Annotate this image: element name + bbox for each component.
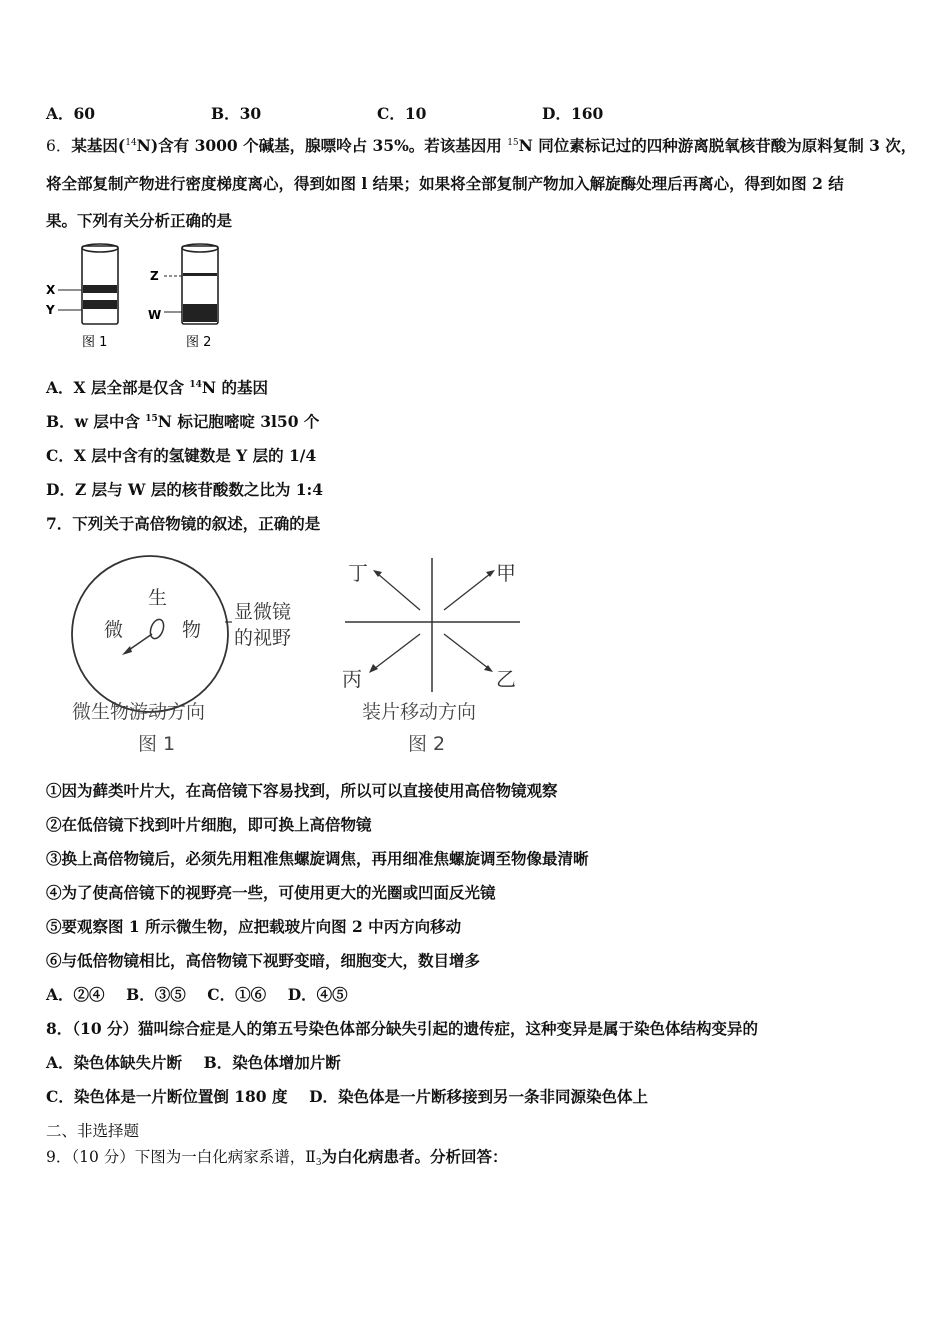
q6-option-b-part2: N 标记胞嘧啶 3l50 个: [157, 412, 320, 431]
section-title: 二、非选择题: [46, 1122, 140, 1140]
q7-statement-4: ④为了使高倍镜下的视野亮一些，可使用更大的光圈或凹面反光镜: [46, 883, 496, 902]
label-y: Y: [46, 303, 55, 317]
q9-sub: 3: [315, 1158, 322, 1168]
q5-option-b: B．30: [211, 104, 262, 123]
q6-stem-part3: N 同位素标记过的四种游离脱氧核苷酸为原料复制 3 次，: [518, 136, 917, 155]
q6-option-b-sup: 15: [145, 414, 158, 424]
arrow-jia: [444, 574, 490, 610]
q8-options-ab: A．染色体缺失片断 B．染色体增加片断: [46, 1053, 341, 1072]
arrow-yi: [444, 634, 488, 668]
q5-option-c: C．10: [377, 104, 427, 123]
q7-statement-5: ⑤要观察图 1 所示微生物，应把载玻片向图 2 中丙方向移动: [46, 917, 462, 936]
fig1-char-wu: 物: [182, 619, 202, 641]
label-z: Z: [150, 269, 159, 283]
q8-options-cd: C．染色体是一片断位置倒 180 度 D．染色体是一片断移接到另一条非同源染色体上: [46, 1087, 649, 1106]
q6-option-a-part1: A．X 层全部是仅含: [46, 378, 190, 397]
label-w: W: [148, 308, 162, 322]
q9-stem: [46, 1147, 508, 1167]
q6-option-a: [46, 378, 268, 398]
fig1-label: 图 1: [138, 733, 176, 755]
microorganism: [148, 618, 166, 641]
q8-stem: 8．（10 分）猫叫综合症是人的第五号染色体部分缺失引起的遗传症，这种变异是属于染色体结构变异的: [46, 1019, 759, 1038]
fig1-side-label-1: 显微镜: [234, 601, 292, 623]
q6-stem-part2: N)含有 3000 个碱基，腺嘌呤占 35%。若该基因用: [136, 136, 508, 155]
fig1-char-sheng: 生: [148, 587, 168, 609]
band-w: [183, 304, 217, 322]
arrow-ding: [378, 574, 420, 610]
q7-statement-2: ②在低倍镜下找到叶片细胞，即可换上高倍物镜: [46, 815, 372, 834]
dir-label-jia: 甲: [496, 561, 516, 585]
q9-stem-part2: 为白化病患者。分析回答：: [321, 1147, 508, 1166]
tube-1: [82, 244, 118, 324]
caption-fig2: 图 2: [186, 335, 212, 350]
q5-option-a: A．60: [46, 104, 96, 123]
q6-stem-line2: 将全部复制产物进行密度梯度离心，得到如图 l 结果；如果将全部复制产物加入解旋酶处理后再离心，得到如图 2 结: [46, 174, 844, 193]
q6-option-b-part1: B．w 层中含: [46, 412, 146, 431]
q6-sup-14: 14: [125, 138, 137, 148]
q7-options: A．②④ B．③⑤ C．①⑥ D．④⑤: [46, 985, 348, 1004]
band-x: [83, 285, 117, 293]
q6-option-c: C．X 层中含有的氢键数是 Y 层的 1/4: [46, 446, 317, 465]
q6-option-d: D．Z 层与 W 层的核苷酸数之比为 1:4: [46, 480, 324, 499]
dir-label-yi: 乙: [496, 667, 516, 691]
q6-option-b: [46, 412, 319, 432]
caption-fig1: 图 1: [82, 335, 108, 350]
q7-figure: [60, 552, 540, 762]
q7-statement-3: ③换上高倍物镜后，必须先用粗准焦螺旋调焦，再用细准焦螺旋调至物像最清晰: [46, 849, 589, 868]
dir-label-ding: 丁: [348, 561, 368, 585]
arrow-bing: [374, 634, 420, 669]
q6-sup-15: 15: [507, 138, 519, 148]
band-z: [183, 273, 217, 276]
q6-number: 6．: [46, 137, 72, 155]
label-x: X: [46, 283, 56, 297]
q7-stem: 7．下列关于高倍物镜的叙述，正确的是: [46, 514, 321, 533]
q6-option-a-part2: N 的基因: [201, 378, 268, 397]
q6-stem-line3: 果。下列有关分析正确的是: [46, 211, 233, 230]
fig1-caption: 微生物游动方向: [72, 701, 206, 723]
q7-statement-1: ①因为藓类叶片大，在高倍镜下容易找到，所以可以直接使用高倍物镜观察: [46, 781, 558, 800]
fig1-side-label-2: 的视野: [234, 627, 292, 649]
q9-stem-part1: 9．（10 分）下图为一白化病家系谱，Ⅱ: [46, 1148, 316, 1166]
fig1-char-wei: 微: [104, 619, 124, 641]
dir-label-bing: 丙: [342, 667, 362, 691]
fig2-caption: 装片移动方向: [362, 701, 477, 723]
q6-option-a-sup: 14: [189, 380, 202, 390]
q6-stem-line1: [46, 136, 916, 156]
band-y: [83, 300, 117, 309]
fig2-label: 图 2: [408, 733, 446, 755]
q6-figure: [40, 240, 240, 352]
q5-option-d: D．160: [542, 104, 604, 123]
q7-statement-6: ⑥与低倍物镜相比，高倍物镜下视野变暗，细胞变大，数目增多: [46, 951, 481, 970]
q6-stem-part1: 某基因(: [71, 136, 126, 155]
